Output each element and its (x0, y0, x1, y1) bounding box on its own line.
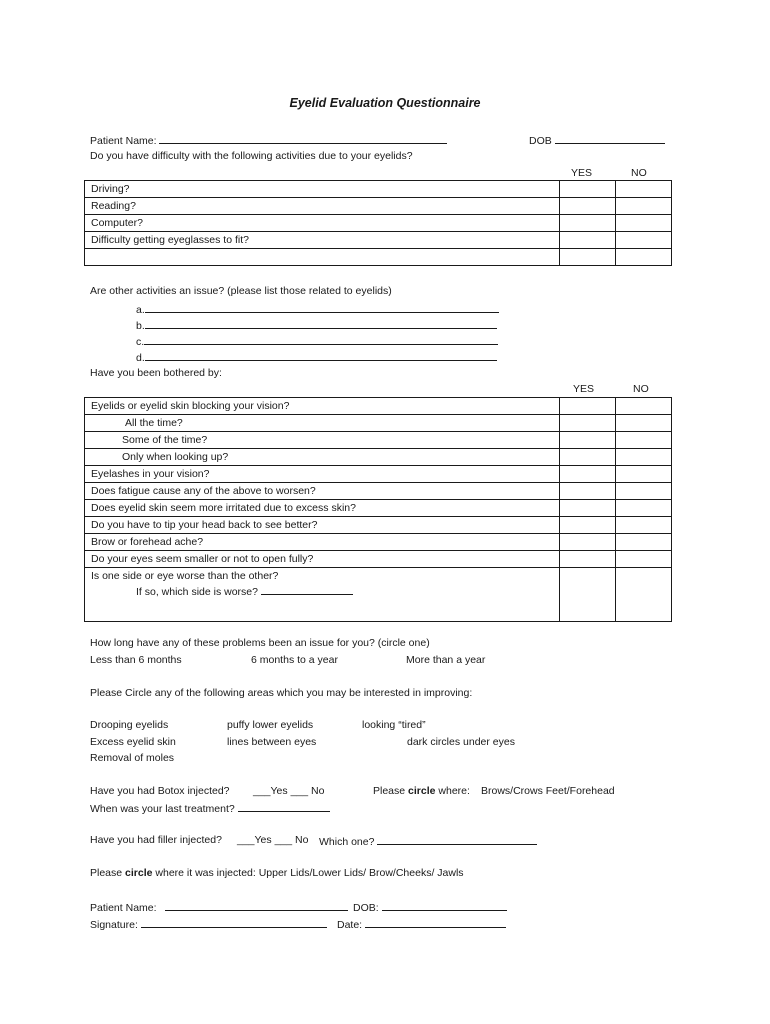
no-cell[interactable] (616, 466, 672, 483)
botox-circle-where (373, 785, 470, 798)
no-cell[interactable] (616, 534, 672, 551)
footer-patient-name-field[interactable] (165, 900, 348, 911)
other-item-field[interactable] (144, 334, 498, 345)
area-dark-circles[interactable]: dark circles under eyes (407, 736, 515, 748)
botox-where: where: (438, 785, 470, 797)
bothered-question: Have you been bothered by: (90, 367, 222, 379)
patient-name-row (90, 133, 447, 148)
bothered-some-time: Some of the time? (85, 432, 560, 449)
filler-which-label: Which one? (319, 836, 375, 848)
botox-areas[interactable]: Brows/Crows Feet/Forehead (481, 785, 615, 797)
footer-patient-name-row (90, 900, 348, 915)
dob-label: DOB (529, 135, 552, 147)
other-item-field[interactable] (145, 302, 499, 313)
yes-header-2: YES (573, 383, 595, 395)
yes-cell[interactable] (560, 449, 616, 466)
filler-which-row (319, 834, 537, 849)
bothered-which-side-row (85, 584, 560, 622)
no-cell[interactable] (616, 483, 672, 500)
footer-signature-label: Signature: (90, 919, 138, 931)
activity-reading: Reading? (85, 198, 560, 215)
filler-please: Please (90, 867, 123, 879)
activities-table (84, 180, 672, 266)
footer-signature-field[interactable] (141, 917, 327, 928)
bothered-fatigue: Does fatigue cause any of the above to worsen? (85, 483, 560, 500)
yes-cell[interactable] (560, 215, 616, 232)
no-cell[interactable] (616, 584, 672, 622)
yes-cell[interactable] (560, 584, 616, 622)
botox-last-treatment-row (90, 801, 330, 816)
item-label: b. (136, 320, 145, 332)
other-item-a (136, 302, 499, 317)
activity-eyeglasses: Difficulty getting eyeglasses to fit? (85, 232, 560, 249)
yes-cell[interactable] (560, 517, 616, 534)
botox-yes-no[interactable]: ___Yes ___ No (253, 785, 325, 797)
bothered-looking-up: Only when looking up? (85, 449, 560, 466)
interest-question: Please Circle any of the following areas which you may be interested in improving: (90, 687, 473, 699)
no-cell[interactable] (616, 551, 672, 568)
other-item-c (136, 334, 498, 349)
bothered-table (84, 397, 672, 622)
area-lines-between-eyes[interactable]: lines between eyes (227, 736, 317, 748)
yes-cell[interactable] (560, 500, 616, 517)
no-cell[interactable] (616, 568, 672, 585)
bothered-brow-ache: Brow or forehead ache? (85, 534, 560, 551)
footer-dob-label: DOB: (353, 902, 379, 914)
area-drooping-eyelids[interactable]: Drooping eyelids (90, 719, 169, 731)
item-label: c. (136, 336, 145, 348)
yes-cell[interactable] (560, 398, 616, 415)
no-cell[interactable] (616, 398, 672, 415)
yes-cell[interactable] (560, 551, 616, 568)
other-item-b (136, 318, 497, 333)
duration-option-6-to-year[interactable]: 6 months to a year (251, 654, 338, 666)
dob-field[interactable] (555, 133, 665, 144)
filler-circle-word: circle (125, 867, 153, 879)
patient-name-field[interactable] (159, 133, 447, 144)
footer-patient-name-label: Patient Name: (90, 902, 157, 914)
no-cell[interactable] (616, 198, 672, 215)
no-cell[interactable] (616, 449, 672, 466)
bothered-irritated: Does eyelid skin seem more irritated due to excess skin? (85, 500, 560, 517)
yes-cell[interactable] (560, 466, 616, 483)
duration-question: How long have any of these problems been an issue for you? (circle one) (90, 637, 430, 649)
no-cell[interactable] (616, 232, 672, 249)
no-cell[interactable] (616, 249, 672, 266)
yes-cell[interactable] (560, 432, 616, 449)
bothered-one-side: Is one side or eye worse than the other? (85, 568, 560, 585)
filler-where: where it was injected: Upper Lids/Lower Lids/ Brow/Cheeks/ Jawls (155, 867, 464, 879)
form-title: Eyelid Evaluation Questionnaire (289, 96, 481, 110)
area-removal-moles[interactable]: Removal of moles (90, 752, 175, 764)
duration-option-more-year[interactable]: More than a year (406, 654, 486, 666)
difficulty-question: Do you have difficulty with the following activities due to your eyelids? (90, 150, 413, 162)
item-label: d. (136, 352, 145, 364)
area-excess-eyelid-skin[interactable]: Excess eyelid skin (90, 736, 176, 748)
duration-option-less-6[interactable]: Less than 6 months (90, 654, 182, 666)
which-side-field[interactable] (261, 584, 353, 595)
yes-cell[interactable] (560, 181, 616, 198)
other-activities-question: Are other activities an issue? (please list those related to eyelids) (90, 285, 392, 297)
botox-please: Please (373, 785, 406, 797)
botox-last-treatment-label: When was your last treatment? (90, 803, 235, 815)
no-header-1: NO (631, 167, 647, 179)
other-item-field[interactable] (145, 350, 497, 361)
yes-cell[interactable] (560, 249, 616, 266)
area-looking-tired[interactable]: looking “tired” (362, 719, 426, 731)
bothered-eyelashes: Eyelashes in your vision? (85, 466, 560, 483)
bothered-eyes-smaller: Do your eyes seem smaller or not to open fully? (85, 551, 560, 568)
no-cell[interactable] (616, 432, 672, 449)
activity-blank (85, 249, 560, 266)
footer-dob-field[interactable] (382, 900, 507, 911)
bothered-all-time: All the time? (85, 415, 560, 432)
yes-cell[interactable] (560, 232, 616, 249)
botox-question: Have you had Botox injected? (90, 785, 230, 797)
activity-computer: Computer? (85, 215, 560, 232)
botox-circle-word: circle (408, 785, 436, 797)
bothered-blocking-vision: Eyelids or eyelid skin blocking your vision? (85, 398, 560, 415)
yes-cell[interactable] (560, 198, 616, 215)
yes-cell[interactable] (560, 568, 616, 585)
no-cell[interactable] (616, 415, 672, 432)
activity-driving: Driving? (85, 181, 560, 198)
filler-circle-where (90, 867, 464, 880)
other-item-d (136, 350, 497, 365)
no-cell[interactable] (616, 517, 672, 534)
footer-date-field[interactable] (365, 917, 506, 928)
no-header-2: NO (633, 383, 649, 395)
patient-name-label: Patient Name: (90, 135, 157, 147)
filler-yes-no[interactable]: ___Yes ___ No (237, 834, 309, 846)
other-item-field[interactable] (145, 318, 497, 329)
botox-last-treatment-field[interactable] (238, 801, 330, 812)
filler-which-field[interactable] (377, 834, 537, 845)
dob-row (529, 133, 665, 148)
filler-question: Have you had filler injected? (90, 834, 222, 846)
area-puffy-lower-eyelids[interactable]: puffy lower eyelids (227, 719, 314, 731)
yes-cell[interactable] (560, 483, 616, 500)
bothered-which-side: If so, which side is worse? (136, 586, 258, 598)
yes-cell[interactable] (560, 415, 616, 432)
item-label: a. (136, 304, 145, 316)
no-cell[interactable] (616, 181, 672, 198)
yes-cell[interactable] (560, 534, 616, 551)
bothered-tip-head: Do you have to tip your head back to see better? (85, 517, 560, 534)
footer-signature-row (90, 917, 327, 932)
no-cell[interactable] (616, 215, 672, 232)
no-cell[interactable] (616, 500, 672, 517)
footer-date-label: Date: (337, 919, 363, 931)
footer-date-row (337, 917, 506, 932)
yes-header-1: YES (571, 167, 593, 179)
footer-dob-row (353, 900, 507, 915)
